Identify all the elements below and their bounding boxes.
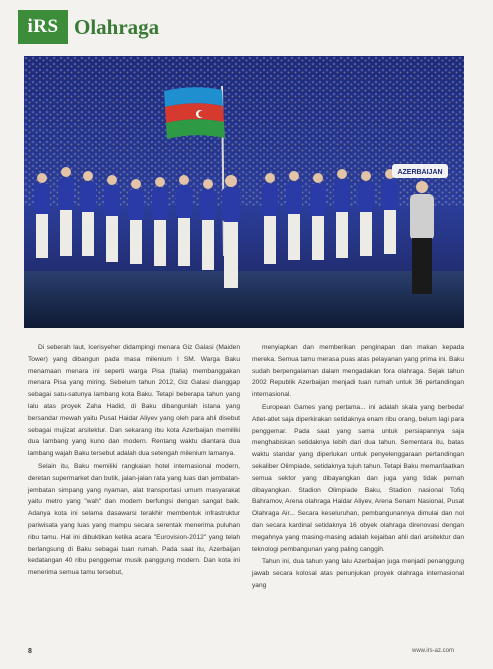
section-title: Olahraga bbox=[74, 14, 160, 39]
irs-logo: iRS bbox=[18, 10, 68, 44]
article-paragraph: Selain itu, Baku memiliki rangkaian hotel internasional modern, deretan supermarket dan butik, jalan-jalan rata yang luas dan jembatan-jembatan simpang yang nyaman, alat transportasi umum masyarakat yaitu metro yang "wah" dan modern berfungsi dengan sangat baik. Adanya kota ini selama dasawarsi terakhir membentuk infrastruktur pariwisata yang luas yang mampu secara serentak menerima puluhan ribu tamu. Hal ini dibuktikan ketika acara "Eurovision-2012" yang telah berlangsung di Baku sebagai tuan rumah. Pada saat itu, Azerbaijan kedatangan 40 ribu penggemar musik panggung modern. Dan kota ini menerima semua tamu tersebut, bbox=[28, 462, 240, 577]
article-paragraph: Tahun ini, dua tahun yang lalu Azerbaijan juga menjadi penanggung jawab secara kolosal atas penunjukan proyek olahraga internasional yang bbox=[252, 558, 464, 589]
country-sign: AZERBAIJAN bbox=[397, 169, 443, 176]
footer-url[interactable]: www.irs-az.com bbox=[412, 648, 455, 654]
article-column-left bbox=[28, 342, 240, 580]
ceremony-photo-illustration bbox=[24, 56, 464, 328]
ceremony-photo bbox=[24, 56, 464, 328]
article-paragraph: European Games yang pertama... ini adalah skala yang berbeda! Atlet-atlet saja diperkirakan setidaknya enam ribu orang, belum lagi para penggemar. Pada saat yang sama untuk persiapannya saja menghabiskan setidaknya lebih dari dua tahun. Sementara itu, batas waktu standar yang diperlukan untuk penyelenggaraan pertandingan sekaliber Olimpiade, setidaknya tujuh tahun. Tetapi Baku memanfaatkan semua sektor yang dibayangkan dan juga yang tidak pernah dibayangkan. Stadion Olimpiade Baku, Stadion nasional Tofiq Bahramov, Arena olahraga Haidar Aliyev, Arena Senam Nasional, Pusat Olahraga Air... Secara keseluruhan, pembangunannya dimulai dan nol dan secara kardinal setidaknya 16 obyek olahraga direnovasi dengan megahnya yang masing-masing adalah kejaiban ahli dari arsitektur dan teknologi pembangunan yang paling canggih. bbox=[252, 403, 464, 553]
article-column-right bbox=[252, 342, 464, 593]
page-header bbox=[18, 10, 159, 44]
page-number: 8 bbox=[28, 648, 32, 655]
article-paragraph: menyiapkan dan memberikan penginapan dan makan kepada mereka. Semua tamu merasa puas atas pelayanan yang prima ini. Baku sudah berpengalaman dalam mengadakan fora olahraga. Sejak tahun 2002 Republik Azerbaijan menjadi tuan rumah untuk 36 pertandingan internasional. bbox=[252, 344, 464, 399]
article-paragraph: Di seberah laut, Icerisyeher didampingi menara Giz Galasi (Maiden Tower) yang dibangun pada masa milenium I SM. Warga Baku menamaan menara ini seperti warga Pisa (Italia) membanggakan menara Pisa yang miring. Sebelum tahun 2012, Giz Galasi dianggap sebagai satu-satunya lambang kota Baku. Tetapi beberapa tahun yang lalu atas proyek Zaha Hadid, di Baku dibangunlah istana yang bersandar mewah yaitu Pusat Haidar Aliyev yang oleh para ahli disebut sebagai mujizat arsitektur. Dan sekarang ibu kota Azerbaijan memiliki dua lambang yang kuno dan modern. Rentang waktu diantara dua lambang wajah Baku tersebut adalah dua setengah milenium lamanya. bbox=[28, 344, 240, 458]
